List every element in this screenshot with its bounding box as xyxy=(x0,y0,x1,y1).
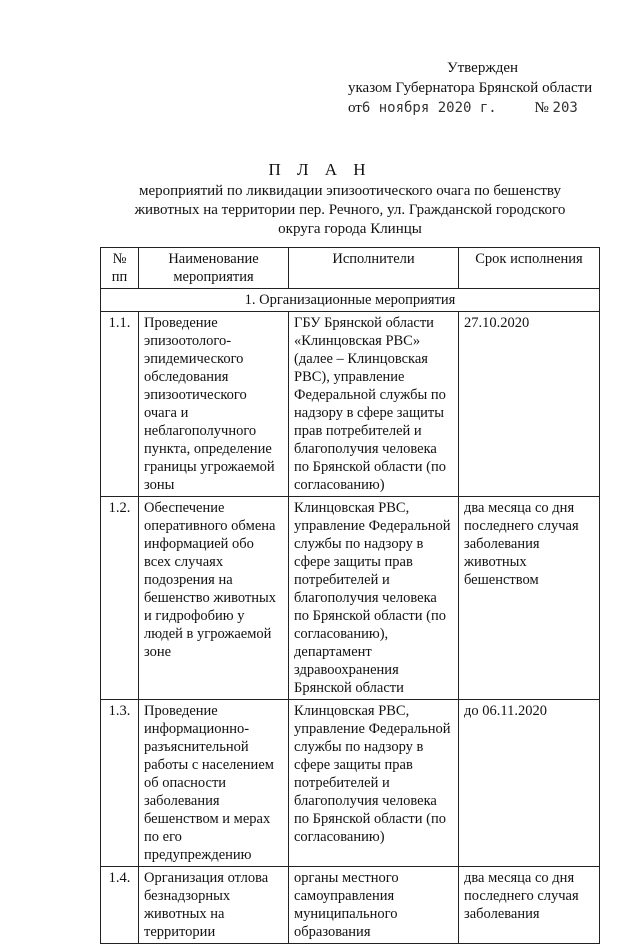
table-row xyxy=(101,497,600,700)
document-subtitle: мероприятий по ликвидации эпизоотического очага по бешенству животных на территории пер. Речного, ул. Гражданской городского округа города Клинцы xyxy=(134,183,566,237)
table-row xyxy=(101,312,600,497)
row-deadline: 27.10.2020 xyxy=(459,312,600,497)
date-prefix: от xyxy=(348,100,362,116)
approval-date: 6 ноября 2020 г. xyxy=(361,100,497,116)
row-number: 1.4. xyxy=(101,867,139,944)
section-title: 1. Организационные мероприятия xyxy=(101,289,600,312)
row-number: 1.2. xyxy=(101,497,139,700)
section-row xyxy=(101,289,600,312)
row-name: Обеспечение оперативного обмена информацией обо всех случаях подозрения на бешенство животных и гидрофобию у людей в угрожаемой зоне xyxy=(139,497,289,700)
row-deadline: два месяца со дня последнего случая заболевания xyxy=(459,867,600,944)
row-deadline: два месяца со дня последнего случая заболевания животных бешенством xyxy=(459,497,600,700)
row-name: Проведение эпизоотолого-эпидемического обследования эпизоотического очага и неблагополучного пункта, определение границы угрожаемой зоны xyxy=(139,312,289,497)
row-executors: органы местного самоуправления муниципального образования xyxy=(289,867,459,944)
document-title: П Л А Н xyxy=(268,160,372,179)
header-deadline: Срок исполнения xyxy=(459,248,600,289)
header-executors: Исполнители xyxy=(289,248,459,289)
row-number: 1.3. xyxy=(101,700,139,867)
row-executors: Клинцовская РВС, управление Федеральной службы по надзору в сфере защиты прав потребителей и благополучия человека по Брянской области (по согласованию) xyxy=(289,700,459,867)
plan-table xyxy=(100,247,600,944)
row-deadline: до 06.11.2020 xyxy=(459,700,600,867)
row-executors: Клинцовская РВС, управление Федеральной службы по надзору в сфере защиты прав потребителей и благополучия человека по Брянской области (по согласованию), департамент здравоохранения Брянской области xyxy=(289,497,459,700)
approval-line-1: Утвержден xyxy=(447,60,519,76)
table-header-row xyxy=(101,248,600,289)
header-number: № пп xyxy=(101,248,139,289)
approval-number: 203 xyxy=(552,100,578,116)
approval-date-line xyxy=(330,98,620,118)
approval-block xyxy=(330,58,620,118)
row-executors: ГБУ Брянской области «Клинцовская РВС» (далее – Клинцовская РВС), управление Федеральной службы по надзору в сфере защиты прав потребителей и благополучия человека по Брянской области (по согласованию) xyxy=(289,312,459,497)
header-name: Наименование мероприятия xyxy=(139,248,289,289)
row-name: Проведение информационно-разъяснительной работы с населением об опасности заболевания бешенством и мерах по его предупреждению xyxy=(139,700,289,867)
row-number: 1.1. xyxy=(101,312,139,497)
approval-line-2: указом Губернатора Брянской области xyxy=(348,80,593,96)
row-name: Организация отлова безнадзорных животных на территории xyxy=(139,867,289,944)
table-row xyxy=(101,867,600,944)
table-row xyxy=(101,700,600,867)
number-prefix: № xyxy=(534,100,549,116)
